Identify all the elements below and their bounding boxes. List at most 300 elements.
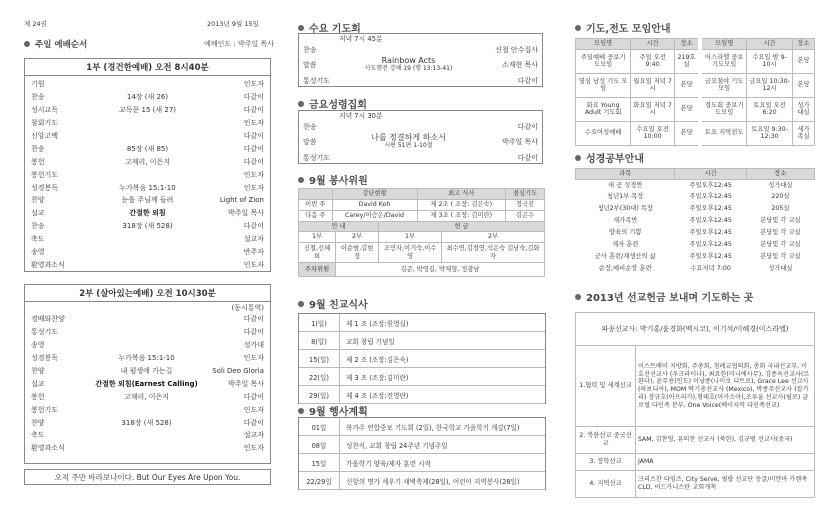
service-leader: 다같이 xyxy=(243,144,264,153)
table-row xyxy=(576,346,815,427)
servants-cell: Carey/이승은/David xyxy=(332,210,417,221)
table-cell: 열심 남성 기도 모임 xyxy=(576,73,631,97)
table-cell: 양육의 기쁨 xyxy=(609,229,642,237)
fri-box xyxy=(298,110,543,164)
service-row xyxy=(31,403,264,416)
service-leader: 예배인도 : 박주일 목사 xyxy=(204,40,274,48)
service-item: 통성기도 xyxy=(303,76,331,85)
table-row xyxy=(576,215,815,227)
service-leader: 인도자 xyxy=(243,119,264,128)
item-text: 제 2 조 (조장:김은숙) xyxy=(346,355,409,364)
item-date: 22(일) xyxy=(299,368,340,385)
message-title: 나를 정결하게 하소서 xyxy=(371,133,446,143)
events-heading xyxy=(298,403,368,418)
service-item: 송영 xyxy=(31,341,45,350)
fri-title: 금요성령집회 xyxy=(309,100,367,111)
table-row xyxy=(576,179,815,191)
study-heading xyxy=(575,150,644,165)
service-detail: 간절한 외침 xyxy=(129,209,166,218)
item-text: 제 3 조 (조장:김미란) xyxy=(346,373,409,382)
table-header: 시간 xyxy=(675,169,746,180)
service-leader: 인도자 xyxy=(243,405,264,414)
service-row xyxy=(31,168,264,181)
service1-rows xyxy=(25,78,270,271)
message-row xyxy=(303,132,538,152)
table-header: 시간 xyxy=(631,39,675,50)
service-row xyxy=(31,365,264,378)
service-detail: 고재리, 이은지 xyxy=(124,157,171,166)
table-cell: 본당 xyxy=(674,97,700,121)
service-leader: 다같이 xyxy=(243,222,264,231)
list-item xyxy=(299,436,545,454)
list-item xyxy=(299,472,545,490)
servants-cell: 최수연,김경연,석은숙 김남숙,김화자 xyxy=(442,243,545,263)
table-cell: 본당 xyxy=(793,49,815,73)
service-detail: 교독문 15 (새 27) xyxy=(119,106,176,115)
service-leader: 인도자 xyxy=(243,444,264,453)
table-cell: 주일오후12:45 xyxy=(689,241,732,249)
wed-title: 수요 기도회 xyxy=(309,24,361,35)
message-row xyxy=(303,55,538,75)
bullet-icon xyxy=(298,177,304,183)
service-row xyxy=(31,117,264,130)
table-cell: 주일오후12:45 xyxy=(689,205,732,213)
message-title: Rainbow Acts xyxy=(381,56,436,66)
events-table xyxy=(298,417,546,490)
parking-label: 주차위원 xyxy=(299,263,336,277)
table-row xyxy=(576,263,815,275)
table-cell: 새가족반 xyxy=(613,217,638,225)
servants-cell: 이순범,김현정 xyxy=(336,243,379,263)
service-row xyxy=(303,121,538,132)
service-row xyxy=(303,44,538,55)
item-date: 1(일) xyxy=(299,314,340,331)
mission-category: 4. 지역선교 xyxy=(576,471,636,498)
service-item: 찬송 xyxy=(31,222,45,231)
service-item: 설교 xyxy=(31,209,45,218)
service-leader: 인도자 xyxy=(243,260,264,269)
service-leader: 다같이 xyxy=(243,93,264,102)
service-leader: 인도자 xyxy=(243,80,264,89)
service-row xyxy=(31,130,264,143)
service-leader: 다같이 xyxy=(243,132,264,140)
table-header: 모임명 xyxy=(576,39,631,50)
item-text: 성찬식, 교회 창립 24주년 기념주일 xyxy=(346,441,448,450)
column-meetings xyxy=(575,0,815,507)
service-item: 봉헌기도 xyxy=(31,170,59,179)
service-item: 통성기도 xyxy=(31,328,59,337)
service-item: 찬송 xyxy=(31,144,45,153)
table-cell: 주일 오전 9:40 xyxy=(631,49,675,73)
servants-h1-2: 점심기도 xyxy=(506,189,545,200)
service-row xyxy=(31,352,264,365)
item-date: 15일 xyxy=(299,454,340,471)
service-leader: 다같이 xyxy=(517,76,538,85)
service-row xyxy=(31,390,264,403)
service-row xyxy=(31,313,264,326)
service-item: 축도 xyxy=(31,235,45,244)
table-cell: 경도회 중보기도모임 xyxy=(700,97,746,121)
service-row xyxy=(31,416,264,429)
table-row xyxy=(576,203,815,215)
service-detail: 내 평생에 가는길 xyxy=(120,367,173,375)
item-text: 제 4 조 (조장:전영란) xyxy=(346,391,409,400)
table-cell: 주일오후12:45 xyxy=(689,193,732,201)
service-row xyxy=(31,220,264,233)
fri-time: 저녁 7시 30분 xyxy=(339,112,383,120)
table-row xyxy=(576,427,815,454)
service-item: 말씀 xyxy=(303,138,317,146)
offering-header: 헌 금 xyxy=(379,221,545,232)
service2-title: 2부 (살아있는예배) 오전 10시30분 xyxy=(79,289,216,299)
service-leader: 박주일 목사 xyxy=(227,379,264,388)
service-detail: 14장 (새 26) xyxy=(126,93,169,102)
service-item: 설교 xyxy=(31,379,45,388)
bullet-icon xyxy=(298,25,304,31)
fri-heading xyxy=(298,96,367,111)
mission-heading xyxy=(575,289,753,304)
table-cell: 금요일 10:30-12시 xyxy=(747,73,793,97)
service-leader: 다같이 xyxy=(243,106,264,115)
table-cell: 제자 훈련 xyxy=(612,241,639,249)
service-row xyxy=(31,142,264,155)
table-cell: 본당및 각 교실 xyxy=(760,217,801,225)
bullet-icon xyxy=(575,294,581,300)
bullet-icon xyxy=(298,408,304,414)
wed-box xyxy=(298,33,543,87)
table-row xyxy=(576,313,815,346)
item-text: 가을학기 양육/제자 훈련 시작 xyxy=(346,459,431,468)
servants-sub-header: 2부 xyxy=(442,232,545,243)
study-title: 성경공부안내 xyxy=(586,154,644,165)
column-sunday-service xyxy=(22,0,272,507)
item-text: 제 1 조 (조장:원영실) xyxy=(346,319,409,328)
item-text: 신앙의 명가 세우기 새벽축제(28일), 어린이 지역봉사(28일) xyxy=(346,477,520,486)
footer-verse: 오직 주만 바라보나이다. But Our Eyes Are Upon You. xyxy=(54,472,241,482)
service-row xyxy=(303,152,538,163)
table-cell: 성가대실 xyxy=(793,97,815,121)
bullet-icon xyxy=(298,301,304,307)
table-cell: 수요일 오전 10:00 xyxy=(631,121,675,145)
item-date: 15(일) xyxy=(299,350,340,367)
service-row xyxy=(31,78,264,91)
service-item: 환영과소식 xyxy=(31,444,65,453)
list-item xyxy=(299,386,545,404)
table-cell: 본당 xyxy=(674,73,700,97)
servants-cell: 제 2조 ( 조장: 김은숙) xyxy=(417,199,506,210)
item-date: 08일 xyxy=(299,436,340,453)
service-row xyxy=(303,75,538,86)
item-date: 29(일) xyxy=(299,386,340,403)
message-passage: 시편 51편 1-10절 xyxy=(384,142,433,150)
table-cell: 토요일 9:30-12:30 xyxy=(747,121,793,145)
table-cell: 화요 Young Adult 기도회 xyxy=(576,97,631,121)
servants-heading xyxy=(298,172,368,187)
service-leader: 다같이 xyxy=(243,328,264,337)
service-leader: 반주자 xyxy=(243,248,264,257)
bullet-icon xyxy=(24,41,30,47)
list-item xyxy=(299,332,545,350)
mission-category: 3. 장학선교 xyxy=(576,454,636,471)
table-cell: 수요일 밤 9-10시 xyxy=(747,49,793,73)
service2-rows xyxy=(25,313,270,455)
servants-cell: 이번 주 xyxy=(299,199,333,210)
table-cell: 205실 xyxy=(771,205,790,213)
service-row xyxy=(31,246,264,259)
service-leader: 성가대 xyxy=(243,341,264,350)
mission-title: 2013년 선교헌금 보내며 기도하는 곳 xyxy=(586,293,754,304)
issue-number: 제 24권 xyxy=(24,20,47,28)
service-item: 성시교독 xyxy=(31,106,59,115)
message-block xyxy=(339,57,478,72)
mission-targets: JAMA xyxy=(636,454,815,471)
service-detail: 85장 (새 85) xyxy=(126,144,169,153)
service-leader: 다같이 xyxy=(243,418,264,427)
service-item: 찬양 xyxy=(31,418,45,427)
servants-cell: 신철,신혜희 xyxy=(299,243,336,263)
service-item: 찬양 xyxy=(31,196,45,205)
service-leader: 다같이 xyxy=(517,122,538,131)
servants-h1-1: 최고 식사 xyxy=(417,189,506,200)
table-header-row xyxy=(576,169,815,180)
mission-category: 2. 북한선교 중국선교 xyxy=(576,427,636,454)
lunch-table xyxy=(298,313,546,404)
service-item: 송영 xyxy=(31,248,45,257)
column-weekly-events xyxy=(298,0,548,507)
fri-rows xyxy=(303,121,538,163)
table-header: 장소 xyxy=(674,39,700,50)
service-row xyxy=(31,326,264,339)
table-cell: 주일예배 중보기도모임 xyxy=(576,49,631,73)
table-row xyxy=(576,251,815,263)
list-item xyxy=(299,350,545,368)
table-cell: 토요 지역전도 xyxy=(700,121,746,145)
table-header-row xyxy=(576,39,815,50)
item-date: 22/29일 xyxy=(299,472,340,489)
service-row xyxy=(31,155,264,168)
service-item: 성경봉독 xyxy=(31,354,59,363)
issue-date: 2013년 9월 15일 xyxy=(207,20,259,28)
service-leader: 박주일 목사 xyxy=(501,138,538,146)
table-row xyxy=(576,454,815,471)
service2-box xyxy=(24,284,271,464)
service-item: 신앙고백 xyxy=(31,132,59,140)
service-leader: 다같이 xyxy=(517,153,538,162)
service-leader: 설교자 xyxy=(243,235,264,244)
table-header: 장소 xyxy=(793,39,815,50)
servants-cell: 정국진 xyxy=(506,199,545,210)
servants-cell: David Koh xyxy=(332,199,417,210)
table-cell: 어스라엘 중보기도모임 xyxy=(700,49,746,73)
servants-cell: 김곤수 xyxy=(506,210,545,221)
service-row xyxy=(31,442,264,455)
table-cell: 청년2부(30대) 목장 xyxy=(597,205,653,213)
service-leader: 인도자 xyxy=(243,183,264,192)
service-leader: 소재현 목사 xyxy=(501,61,538,69)
table-row xyxy=(576,471,815,498)
service-leader: 다같이 xyxy=(243,315,264,324)
servants-h1-0: 강단현황 xyxy=(332,189,417,200)
table-row xyxy=(576,121,815,145)
service-leader: 신철 안수집사 xyxy=(495,45,538,54)
table-row xyxy=(576,227,815,239)
mission-category: 1.협력 및 세계선교 xyxy=(576,346,636,427)
table-cell: 220실 xyxy=(771,193,790,201)
parking-names: 김준, 박영길, 박재형, 정광남 xyxy=(336,263,545,277)
table-cell: 세가족실 xyxy=(793,121,815,145)
table-cell: 성가대실 xyxy=(768,181,793,189)
meetings-title: 기도,전도 모임안내 xyxy=(586,24,671,35)
service-leader: Light of Zion xyxy=(219,196,264,205)
wed-time: 저녁 7시 45분 xyxy=(339,35,383,43)
mission-targets: 크리스찬 타임즈, City Serve, 필랍 선교단 동굴/미얀마 카렌족 CLD, 어드가니스탄 교회개척 xyxy=(636,471,815,498)
table-cell: 청년1부 목장 xyxy=(607,193,644,201)
service-row xyxy=(31,377,264,390)
table-cell: 수요여성예배 xyxy=(576,121,631,145)
item-date: 01일 xyxy=(299,418,340,435)
service-item: 통성기도 xyxy=(303,153,331,162)
table-row xyxy=(576,49,815,73)
service1-title: 1부 (경건한예배) 오전 8시40분 xyxy=(86,63,209,73)
footer-verse-box xyxy=(24,469,271,485)
mission-targets: 이스트베이 지방회, 주총회, 침례교협의회, 총회 국내선교부, 이호선선교사 (우크라이나), 최요한(미니에사무), 김종옥선교사(르완다), 윤무용(인도) 이낭종(나이로 디트로), Grace Lee 선교사(하보디아), MOM 딱기총선교사 (Mexico), 박종주선교사 (캄가리) 장규호(아프리카),형태호(아카소아),조루울 선교사(필로) 글로벌 다민족 분부, One Voice(베이지역 다민족선교) xyxy=(636,346,815,427)
mission-targets: SAM, 김찬영, 유의찬 선교사 (북한), 김규범 선교사(중국) xyxy=(636,427,815,454)
table-cell: 주일오후12:45 xyxy=(689,229,732,237)
wed-rows xyxy=(303,44,538,86)
service-item: 성경봉독 xyxy=(31,183,59,192)
missionaries-sent: 파송선교사: 박기홍/윤경화(멕시코), 이기석/이혜경(이스라엘) xyxy=(576,313,815,346)
servants-sub-header: 1부 xyxy=(379,232,442,243)
table-cell: 군사 훈련/재생산의 삶 xyxy=(594,253,656,261)
service-item: 축도 xyxy=(31,431,45,440)
service-row xyxy=(31,207,264,220)
bullet-icon xyxy=(298,101,304,107)
service1-box xyxy=(24,58,271,272)
table-row xyxy=(576,97,815,121)
service-detail: 고재리, 이은지 xyxy=(123,392,170,401)
table-header: 시간 xyxy=(747,39,793,50)
table-cell: 성가대실 xyxy=(768,265,793,273)
table-row xyxy=(576,191,815,203)
service-item: 찬송 xyxy=(303,122,317,131)
service-detail: 간절한 외침(Earnest Calling) xyxy=(95,379,198,388)
service-item: 봉헌 xyxy=(31,157,45,166)
table-header: 장소 xyxy=(746,169,814,180)
servants-sub-header: 2부 xyxy=(336,232,379,243)
service-item: 봉헌 xyxy=(31,392,45,401)
table-cell: 본당 xyxy=(793,73,815,97)
item-text: 북가주 연합중보 기도회 (2일), 한국학교 가을학기 개강(7일) xyxy=(346,423,520,432)
study-table xyxy=(575,168,815,275)
servants-cell: 제 3조 ( 조장: 김미란) xyxy=(417,210,506,221)
bullet-icon xyxy=(575,25,581,31)
table-cell: 본당및 각 교실 xyxy=(760,229,801,237)
table-cell: 월요일 저녁 7시 xyxy=(631,73,675,97)
table-cell: 본당및 각 교실 xyxy=(760,241,801,249)
message-block xyxy=(339,134,478,149)
servants-sub-header: 1부 xyxy=(299,232,336,243)
table-cell: 주일오후12:45 xyxy=(689,181,732,189)
service-detail: 318장 (새 528) xyxy=(121,418,172,427)
table-row xyxy=(576,239,815,251)
item-text: 교회 창립 기념일 xyxy=(346,337,395,346)
service-item: 찬송 xyxy=(31,93,45,102)
table-header: 과목 xyxy=(576,169,675,180)
bullet-icon xyxy=(575,155,581,161)
service-row xyxy=(31,181,264,194)
service-row xyxy=(31,194,264,207)
table-cell: 토요일 오전 6:20 xyxy=(747,97,793,121)
usher-header: 안 내 xyxy=(299,221,379,232)
service-item: 찬양 xyxy=(31,367,45,375)
servants-title: 9월 봉사위원 xyxy=(309,176,368,187)
service-leader: 인도자 xyxy=(243,354,264,363)
servants-cell: 조민자,이기숙,이수영 xyxy=(379,243,442,263)
sunday-service-heading xyxy=(24,38,274,50)
table-cell: 219호실 xyxy=(674,49,700,73)
table-cell: 수요저녁 7:00 xyxy=(690,265,731,273)
service-row xyxy=(31,258,264,271)
list-item xyxy=(299,418,545,436)
service-leader: 설교자 xyxy=(243,431,264,440)
table-cell: 새 공 성경반 xyxy=(608,181,643,189)
table-cell: 본당및 각 교실 xyxy=(760,253,801,261)
service-item: 참회기도 xyxy=(31,119,59,128)
service-row xyxy=(31,339,264,352)
table-cell: 금요철야 기도모임 xyxy=(700,73,746,97)
table-row xyxy=(576,73,815,97)
lunch-title: 9월 친교식사 xyxy=(309,300,368,311)
table-cell: 순장,예비순장 훈련 xyxy=(598,265,652,273)
service-row xyxy=(31,91,264,104)
list-item xyxy=(299,368,545,386)
table-cell: 화요일 저녁 7시 xyxy=(631,97,675,121)
service-item: 환영과소식 xyxy=(31,260,65,269)
service-leader: 다같이 xyxy=(243,392,264,401)
service-item: 기원 xyxy=(31,80,45,89)
servants-cell: 다음 주 xyxy=(299,210,333,221)
service-row xyxy=(31,429,264,442)
service2-subtitle: (동시통역) xyxy=(231,304,264,312)
service-leader: 인도자 xyxy=(243,170,264,179)
service-leader: 다같이 xyxy=(243,157,264,166)
events-title: 9월 행사계획 xyxy=(309,407,368,418)
message-passage: 사도행전 강해 19 (행 13:13-41) xyxy=(364,65,453,73)
service-row xyxy=(31,104,264,117)
service-leader: Soli Deo Gloria xyxy=(212,367,264,375)
service-detail: 눈을 주님께 들려 xyxy=(121,196,174,205)
service-item: 경배와찬양 xyxy=(31,315,65,324)
table-cell: 주일오후12:45 xyxy=(689,217,732,225)
mission-table xyxy=(575,312,815,498)
section-title: 주일 예배순서 xyxy=(35,40,88,50)
service-row xyxy=(31,233,264,246)
table-cell: 주일오후12:45 xyxy=(689,253,732,261)
service-leader: 박주일 목사 xyxy=(227,209,264,218)
table-header: 모임명 xyxy=(700,39,746,50)
lunch-heading xyxy=(298,296,368,311)
service-item: 봉헌기도 xyxy=(31,405,59,414)
service-detail: 318장 (새 528) xyxy=(122,222,173,231)
table-cell: 본당 xyxy=(674,121,700,145)
service-detail: 누가복음 15:1-10 xyxy=(119,183,176,192)
list-item xyxy=(299,454,545,472)
meetings-heading xyxy=(575,20,671,35)
service-detail: 누가복음 15:1-10 xyxy=(118,354,175,363)
service-item: 찬송 xyxy=(303,45,317,54)
item-date: 8(일) xyxy=(299,332,340,349)
servants-table xyxy=(298,188,545,277)
